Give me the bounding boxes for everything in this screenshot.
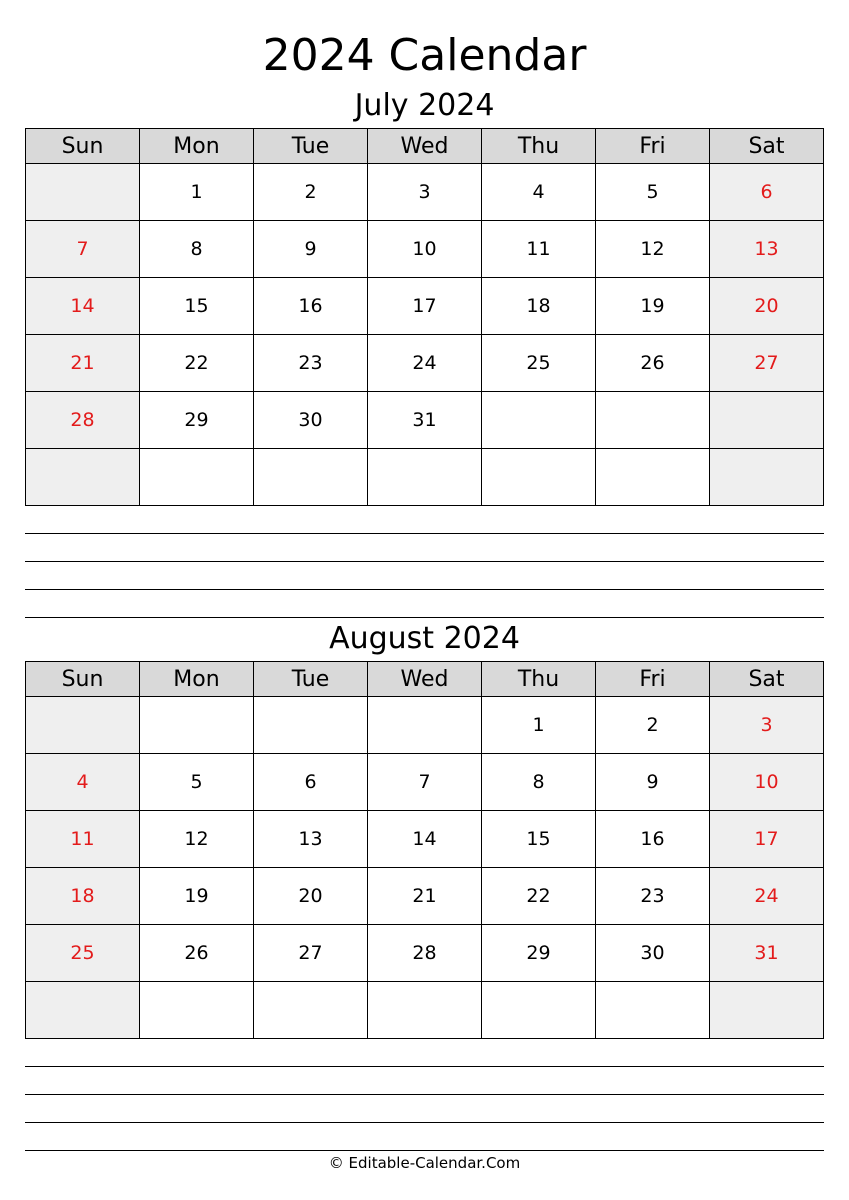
empty-day-cell	[482, 392, 596, 449]
empty-day-cell	[140, 697, 254, 754]
calendar-grid-july	[25, 128, 824, 506]
empty-day-cell	[140, 449, 254, 506]
day-cell: 23	[596, 868, 710, 925]
empty-day-cell	[26, 449, 140, 506]
weekday-header-sat: Sat	[710, 662, 824, 697]
day-cell: 31	[710, 925, 824, 982]
day-cell: 4	[482, 164, 596, 221]
week-row	[26, 925, 824, 982]
day-cell: 1	[482, 697, 596, 754]
day-cell: 16	[254, 278, 368, 335]
day-cell: 21	[26, 335, 140, 392]
day-cell: 27	[254, 925, 368, 982]
page-title: 2024 Calendar	[262, 30, 587, 81]
empty-day-cell	[140, 982, 254, 1039]
empty-day-cell	[482, 982, 596, 1039]
day-cell: 14	[368, 811, 482, 868]
day-cell: 12	[140, 811, 254, 868]
day-cell: 29	[140, 392, 254, 449]
empty-day-cell	[26, 697, 140, 754]
day-cell: 31	[368, 392, 482, 449]
week-row	[26, 868, 824, 925]
week-row	[26, 982, 824, 1039]
weekday-header-wed: Wed	[368, 129, 482, 164]
note-line	[25, 1122, 824, 1123]
note-line	[25, 589, 824, 590]
day-cell: 1	[140, 164, 254, 221]
weekday-header-fri: Fri	[596, 129, 710, 164]
day-cell: 26	[596, 335, 710, 392]
day-cell: 21	[368, 868, 482, 925]
copyright-footer: © Editable-Calendar.Com	[328, 1154, 521, 1172]
day-cell: 10	[368, 221, 482, 278]
day-cell: 15	[482, 811, 596, 868]
empty-day-cell	[254, 449, 368, 506]
day-cell: 7	[26, 221, 140, 278]
day-cell: 17	[710, 811, 824, 868]
day-cell: 25	[26, 925, 140, 982]
week-row	[26, 392, 824, 449]
day-cell: 22	[140, 335, 254, 392]
weekday-header-wed: Wed	[368, 662, 482, 697]
day-cell: 24	[368, 335, 482, 392]
empty-day-cell	[482, 449, 596, 506]
day-cell: 19	[596, 278, 710, 335]
day-cell: 20	[710, 278, 824, 335]
empty-day-cell	[368, 697, 482, 754]
note-line	[25, 1150, 824, 1151]
day-cell: 6	[254, 754, 368, 811]
day-cell: 10	[710, 754, 824, 811]
weekday-header-sun: Sun	[26, 662, 140, 697]
weekday-header-sat: Sat	[710, 129, 824, 164]
day-cell: 5	[140, 754, 254, 811]
day-cell: 7	[368, 754, 482, 811]
week-row	[26, 335, 824, 392]
week-row	[26, 754, 824, 811]
month-title-july: July 2024	[354, 88, 495, 123]
empty-day-cell	[596, 449, 710, 506]
weekday-header-sun: Sun	[26, 129, 140, 164]
day-cell: 20	[254, 868, 368, 925]
day-cell: 11	[482, 221, 596, 278]
weekday-header-thu: Thu	[482, 129, 596, 164]
weekday-header-row	[26, 662, 824, 697]
weekday-header-mon: Mon	[140, 129, 254, 164]
day-cell: 26	[140, 925, 254, 982]
day-cell: 6	[710, 164, 824, 221]
day-cell: 19	[140, 868, 254, 925]
empty-day-cell	[254, 697, 368, 754]
day-cell: 18	[482, 278, 596, 335]
empty-day-cell	[26, 982, 140, 1039]
day-cell: 29	[482, 925, 596, 982]
day-cell: 3	[710, 697, 824, 754]
empty-day-cell	[596, 392, 710, 449]
day-cell: 4	[26, 754, 140, 811]
day-cell: 5	[596, 164, 710, 221]
weekday-header-tue: Tue	[254, 129, 368, 164]
day-cell: 16	[596, 811, 710, 868]
week-row	[26, 278, 824, 335]
weekday-header-thu: Thu	[482, 662, 596, 697]
note-line	[25, 1066, 824, 1067]
day-cell: 17	[368, 278, 482, 335]
day-cell: 27	[710, 335, 824, 392]
empty-day-cell	[710, 449, 824, 506]
week-row	[26, 697, 824, 754]
empty-day-cell	[368, 449, 482, 506]
day-cell: 23	[254, 335, 368, 392]
day-cell: 28	[26, 392, 140, 449]
day-cell: 15	[140, 278, 254, 335]
day-cell: 12	[596, 221, 710, 278]
note-line	[25, 1094, 824, 1095]
empty-day-cell	[710, 982, 824, 1039]
week-row	[26, 811, 824, 868]
day-cell: 3	[368, 164, 482, 221]
weekday-header-tue: Tue	[254, 662, 368, 697]
day-cell: 22	[482, 868, 596, 925]
note-line	[25, 533, 824, 534]
day-cell: 9	[596, 754, 710, 811]
day-cell: 30	[596, 925, 710, 982]
weekday-header-row	[26, 129, 824, 164]
empty-day-cell	[710, 392, 824, 449]
week-row	[26, 164, 824, 221]
day-cell: 13	[710, 221, 824, 278]
month-title-august: August 2024	[329, 621, 520, 656]
week-row	[26, 449, 824, 506]
day-cell: 8	[482, 754, 596, 811]
day-cell: 30	[254, 392, 368, 449]
week-row	[26, 221, 824, 278]
weekday-header-mon: Mon	[140, 662, 254, 697]
empty-day-cell	[368, 982, 482, 1039]
day-cell: 9	[254, 221, 368, 278]
day-cell: 2	[254, 164, 368, 221]
day-cell: 8	[140, 221, 254, 278]
empty-day-cell	[596, 982, 710, 1039]
calendar-grid-august	[25, 661, 824, 1039]
day-cell: 11	[26, 811, 140, 868]
empty-day-cell	[254, 982, 368, 1039]
day-cell: 14	[26, 278, 140, 335]
day-cell: 18	[26, 868, 140, 925]
note-line	[25, 617, 824, 618]
weekday-header-fri: Fri	[596, 662, 710, 697]
day-cell: 25	[482, 335, 596, 392]
day-cell: 28	[368, 925, 482, 982]
day-cell: 13	[254, 811, 368, 868]
empty-day-cell	[26, 164, 140, 221]
day-cell: 2	[596, 697, 710, 754]
note-line	[25, 561, 824, 562]
day-cell: 24	[710, 868, 824, 925]
